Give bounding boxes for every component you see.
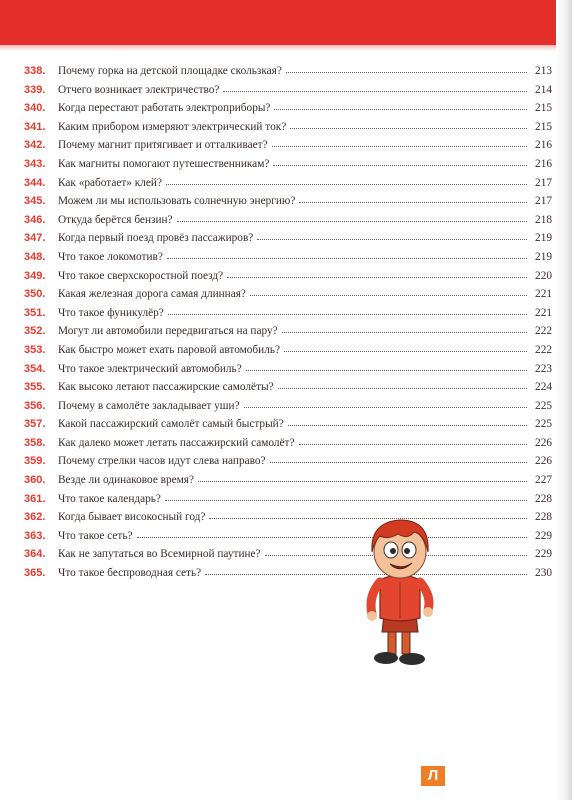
table-of-contents — [24, 62, 552, 583]
toc-entry — [24, 490, 552, 509]
dot-leader — [223, 81, 527, 92]
question-number: 339. — [24, 83, 46, 96]
toc-entry — [24, 415, 552, 434]
page-number: 224 — [535, 381, 552, 394]
page-number: 217 — [535, 195, 552, 208]
dot-leader — [168, 304, 527, 315]
toc-entry — [24, 229, 552, 248]
toc-entry — [24, 378, 552, 397]
question-title: Как высоко летают пассажирские самолёты? — [58, 381, 274, 394]
question-title: Что такое календарь? — [58, 492, 161, 505]
toc-entry — [24, 211, 552, 230]
question-number: 365. — [24, 567, 46, 580]
page-number: 222 — [535, 343, 552, 356]
question-title: Когда первый поезд провёз пассажиров? — [58, 232, 254, 245]
dot-leader — [246, 360, 527, 371]
page-number: 215 — [535, 120, 552, 133]
page-number: 225 — [535, 399, 552, 412]
dot-leader — [286, 62, 527, 73]
question-title: Почему горка на детской площадке скользкая? — [58, 65, 282, 77]
question-title: Можем ли мы использовать солнечную энергию? — [58, 195, 296, 208]
header-band-shadow — [0, 45, 572, 51]
question-number: 351. — [24, 306, 46, 319]
question-number: 345. — [24, 195, 46, 208]
page-number: 217 — [535, 176, 552, 189]
toc-entry — [24, 397, 552, 416]
question-number: 352. — [24, 325, 46, 338]
question-title: Когда бывает високосный год? — [58, 511, 206, 524]
toc-entry — [24, 62, 552, 81]
dot-leader — [284, 341, 527, 352]
question-number: 349. — [24, 269, 46, 282]
page-number: 220 — [535, 269, 552, 282]
mascot-illustration — [360, 510, 440, 675]
header-band — [0, 0, 572, 45]
question-number: 346. — [24, 213, 46, 226]
question-title: Что такое сеть? — [58, 529, 133, 542]
question-title: Какой пассажирский самолёт самый быстрый? — [58, 418, 284, 431]
page-number: 225 — [535, 418, 552, 431]
question-number: 355. — [24, 381, 46, 394]
page-number: 218 — [535, 213, 552, 226]
question-title: Как магниты помогают путешественникам? — [58, 157, 270, 170]
page-number: 219 — [535, 232, 552, 245]
dot-leader — [288, 415, 527, 426]
page-number: 216 — [535, 157, 552, 170]
toc-entry — [24, 508, 552, 527]
question-title: Что такое фуникулёр? — [58, 306, 164, 319]
toc-entry — [24, 564, 552, 583]
page-number: 215 — [535, 102, 552, 115]
page-number: 219 — [535, 250, 552, 263]
question-number: 353. — [24, 343, 46, 356]
page-number: 223 — [535, 362, 552, 375]
question-title: Что такое электрический автомобиль? — [58, 362, 242, 375]
page-number: 226 — [535, 436, 552, 449]
dot-leader — [227, 267, 527, 278]
question-number: 348. — [24, 250, 46, 263]
dot-leader — [198, 471, 527, 482]
question-title: Как «работает» клей? — [58, 176, 162, 189]
page-number: 221 — [535, 288, 552, 301]
question-number: 350. — [24, 288, 46, 301]
question-number: 343. — [24, 157, 46, 170]
toc-entry — [24, 248, 552, 267]
toc-entry — [24, 545, 552, 564]
question-title: Откуда берётся бензин? — [58, 213, 173, 226]
question-number: 342. — [24, 139, 46, 152]
page-number: 222 — [535, 325, 552, 338]
toc-entry — [24, 174, 552, 193]
page-number: 230 — [535, 567, 552, 580]
question-number: 363. — [24, 529, 46, 542]
page-number: 213 — [535, 65, 552, 77]
toc-entry — [24, 471, 552, 490]
dot-leader — [299, 434, 528, 445]
page-number: 214 — [535, 83, 552, 96]
page-number: 226 — [535, 455, 552, 468]
dot-leader — [167, 248, 527, 259]
question-number: 338. — [24, 65, 46, 77]
question-title: Каким прибором измеряют электрический ток? — [58, 120, 287, 133]
page-number: 229 — [535, 529, 552, 542]
dot-leader — [166, 174, 527, 185]
question-number: 354. — [24, 362, 46, 375]
dot-leader — [299, 192, 527, 203]
publisher-logo: Л — [421, 766, 445, 786]
question-title: Везде ли одинаковое время? — [58, 474, 195, 487]
question-number: 360. — [24, 474, 46, 487]
toc-entry — [24, 136, 552, 155]
question-number: 341. — [24, 120, 46, 133]
page-number: 228 — [535, 511, 552, 524]
question-title: Могут ли автомобили передвигаться на пару? — [58, 325, 278, 338]
toc-entry — [24, 118, 552, 137]
question-title: Как не запутаться во Всемирной паутине? — [58, 548, 261, 561]
question-title: Как далеко может летать пассажирский самолёт? — [58, 436, 295, 449]
dot-leader — [270, 452, 527, 463]
question-title: Отчего возникает электричество? — [58, 83, 220, 96]
question-number: 362. — [24, 511, 46, 524]
question-number: 358. — [24, 436, 46, 449]
toc-entry — [24, 341, 552, 360]
toc-entry — [24, 452, 552, 471]
toc-entry — [24, 285, 552, 304]
question-number: 364. — [24, 548, 46, 561]
dot-leader — [272, 136, 527, 147]
dot-leader — [278, 378, 527, 389]
question-number: 340. — [24, 102, 46, 115]
question-title: Почему стрелки часов идут слева направо? — [58, 455, 266, 468]
question-number: 359. — [24, 455, 46, 468]
toc-entry — [24, 360, 552, 379]
toc-entry — [24, 322, 552, 341]
dot-leader — [165, 490, 527, 501]
toc-entry — [24, 434, 552, 453]
question-title: Как быстро может ехать паровой автомобиль? — [58, 343, 281, 356]
question-title: Что такое сверхскоростной поезд? — [58, 269, 224, 282]
page-number: 221 — [535, 306, 552, 319]
question-number: 344. — [24, 176, 46, 189]
question-title: Когда перестают работать электроприборы? — [58, 102, 271, 115]
page-number: 216 — [535, 139, 552, 152]
page-edge-shadow — [556, 0, 572, 800]
dot-leader — [177, 211, 527, 222]
toc-entry — [24, 267, 552, 286]
question-number: 357. — [24, 418, 46, 431]
dot-leader — [282, 322, 527, 333]
toc-entry — [24, 304, 552, 323]
toc-entry — [24, 155, 552, 174]
page-number: 228 — [535, 492, 552, 505]
toc-entry — [24, 81, 552, 100]
dot-leader — [257, 229, 527, 240]
toc-entry — [24, 192, 552, 211]
dot-leader — [250, 285, 527, 296]
dot-leader — [244, 397, 527, 408]
question-title: Что такое беспроводная сеть? — [58, 567, 202, 580]
page-number: 229 — [535, 548, 552, 561]
question-title: Почему в самолёте закладывает уши? — [58, 399, 240, 412]
question-title: Что такое локомотив? — [58, 250, 163, 263]
question-number: 361. — [24, 492, 46, 505]
toc-entry — [24, 527, 552, 546]
question-number: 347. — [24, 232, 46, 245]
question-title: Какая железная дорога самая длинная? — [58, 288, 246, 301]
question-number: 356. — [24, 399, 46, 412]
dot-leader — [137, 527, 528, 538]
question-title: Почему магнит притягивает и отталкивает? — [58, 139, 268, 152]
dot-leader — [274, 99, 527, 110]
dot-leader — [273, 155, 527, 166]
dot-leader — [290, 118, 527, 129]
toc-entry — [24, 99, 552, 118]
page-number: 227 — [535, 474, 552, 487]
